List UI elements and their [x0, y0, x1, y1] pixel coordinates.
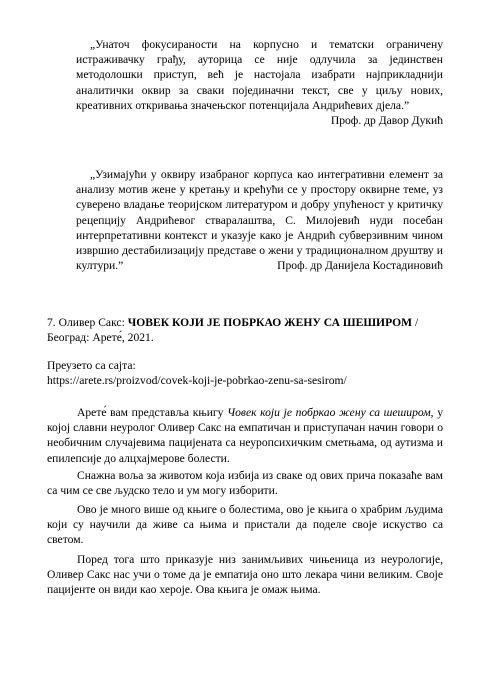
- book-publisher: Београд: Арете́, 2021.: [47, 331, 154, 345]
- source-block: [47, 358, 443, 388]
- quote-dukic: „Унаточ фокусираности на корпусно и тематски ограничену истраживачку грађу, ауторица се није одлучила за јединствен методолошки приступ, већ је настојала изабрати најприкладнији аналитички оквир за сваки појединачни текст, све у циљу нових, креативних откривања значењског потенцијала Андрићевих дјела.”: [76, 38, 443, 112]
- paragraph-empathy: Поред тога што приказује низ занимљивих чињеница из неурологије, Оливер Сакс нас учи о томе да је емпатија оно што лекара чини великим. Своје пацијенте он види као хероје. Ова књига је омаж њима.: [47, 553, 443, 597]
- intro-book-title: Човек који је побркао жену са шеширом: [227, 406, 431, 419]
- book-heading: [47, 315, 443, 345]
- intro-end: , у којој славни неуролог Оливер Сакс на емпатичан и приступачан начин говори о необичним случајевима пацијената са неуропсихичким сметњама, од аутизма и епилепсије до алцхајмерове болести.: [47, 406, 443, 465]
- quote-author-kostadinovic: Проф. др Данијела Костадиновић: [277, 259, 443, 272]
- quote-author-dukic: Проф. др Давор Дукић: [330, 114, 443, 127]
- paragraph-intro: [47, 405, 443, 466]
- intro-start: Арете́ вам представља књигу: [77, 406, 228, 419]
- source-label: Преузето са сајта:: [47, 359, 136, 372]
- book-number-author: 7. Оливер Сакс:: [47, 316, 128, 329]
- book-title-separator: /: [412, 316, 419, 329]
- source-url[interactable]: https://arete.rs/proizvod/covek-koji-je-pobrkao-zenu-sa-sesirom/: [47, 374, 347, 388]
- quote-kostadinovic: „Узимајући у оквиру изабраног корпуса као интегративни елемент за анализу мотив жене у кретању и крећући се у простору оквирне теме, уз суверено владање теоријском литературом и добру упућеност у критичку рецепцију Андрићевог стваралаштва, С. Милојевић нуди посебан интерпретативни контекст и указује како је Андрић субверзивним чином извршио дестабилизацију представе о жени у традиционалном друштву и култури.”: [76, 168, 443, 273]
- book-title: ЧОВЕК КОЈИ ЈЕ ПОБРКАО ЖЕНУ СА ШЕШИРОМ: [127, 316, 413, 329]
- paragraph-will: Снажна воља за животом која избија из сваке од ових прича показаће вам са чим се све људско тело и ум могу изборити.: [47, 469, 443, 498]
- paragraph-courage: Ово је много више од књиге о болестима, ово је књига о храбрим људима који су научили да живе са њима и пристали да поделе своје искуство са светом.: [47, 503, 443, 547]
